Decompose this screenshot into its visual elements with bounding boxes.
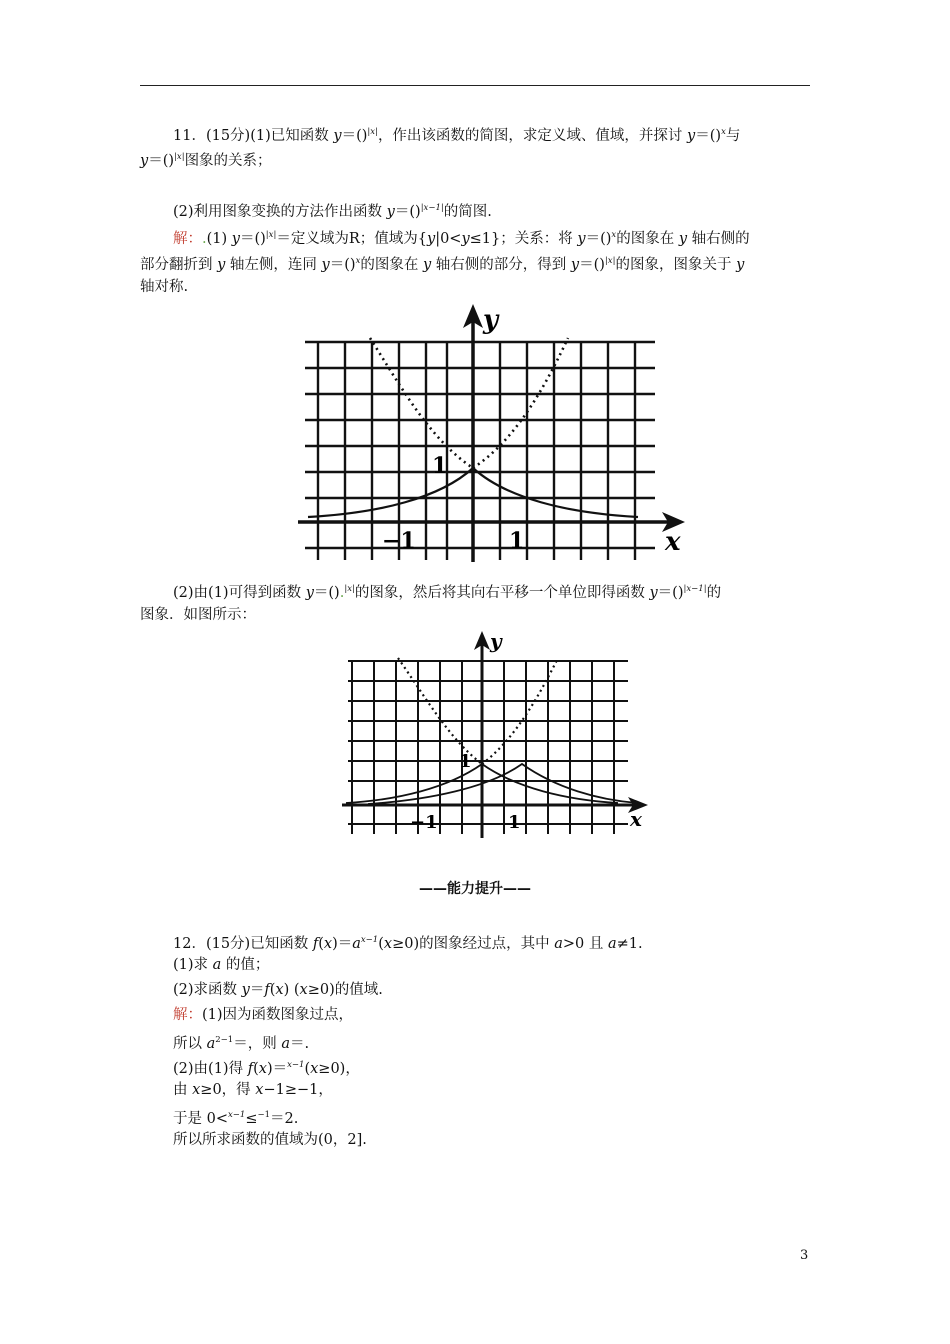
axes xyxy=(342,631,648,838)
text: 的图象在 xyxy=(360,257,423,273)
marker: . xyxy=(202,231,207,247)
text: 所以所求函数的值域为(0，2]. xyxy=(173,1132,367,1148)
var: y xyxy=(570,257,580,273)
text: 图象．如图所示： xyxy=(140,607,256,623)
sol12-line-4 xyxy=(140,1079,845,1101)
var: a xyxy=(352,936,361,952)
var: x xyxy=(383,936,393,952)
exponent: |x−1| xyxy=(420,203,444,213)
exponent: |x| xyxy=(265,230,277,240)
text: ＝. xyxy=(289,1036,310,1052)
text: (2)求函数 xyxy=(173,982,242,998)
var: f xyxy=(247,1061,254,1077)
var: y xyxy=(321,257,330,273)
var: f xyxy=(264,982,270,998)
text: ＝() xyxy=(657,585,684,601)
q12-part-2 xyxy=(140,979,845,1001)
axis-y-label: y xyxy=(490,629,502,653)
q11-part-2 xyxy=(140,197,845,223)
text: 由 xyxy=(173,1082,193,1098)
tick-y-one: 1 xyxy=(432,453,448,479)
var: y xyxy=(241,982,250,998)
var: y xyxy=(231,231,240,247)
q11-line-1 xyxy=(140,121,845,147)
text: (2)利用图象变换的方法作出函数 xyxy=(173,204,387,220)
tick-y-one: 1 xyxy=(459,751,472,772)
sol11-line-1 xyxy=(140,224,845,250)
var: y xyxy=(736,257,745,273)
axis-x-label: x xyxy=(630,807,642,831)
var: y xyxy=(140,153,149,169)
tick-pos-one: 1 xyxy=(509,528,525,554)
text: ，作出该函数的简图，求定义域、值域，并探讨 xyxy=(377,128,688,144)
text: )＝ xyxy=(332,936,353,952)
var: x xyxy=(310,1061,319,1077)
figure-2 xyxy=(338,628,658,840)
text: ＝，则 xyxy=(233,1036,282,1052)
var: y xyxy=(426,231,436,247)
var: x xyxy=(258,1061,267,1077)
text: ) ( xyxy=(283,982,300,998)
text: (1)求 xyxy=(173,957,213,973)
axis-y-label: y xyxy=(483,305,499,335)
q11-line-2 xyxy=(140,146,812,172)
text: ≠1. xyxy=(616,936,643,952)
text: )＝ xyxy=(266,1061,288,1077)
text: (2)由(1)得 xyxy=(173,1061,248,1077)
text: ＝2. xyxy=(270,1111,299,1127)
text: ≥0)的图象经过点，其中 xyxy=(392,936,555,952)
var: y xyxy=(217,257,226,273)
text: 的 xyxy=(706,585,722,601)
exponent: x xyxy=(721,127,726,137)
text: |0< xyxy=(435,231,462,247)
text: ≥0，得 xyxy=(200,1082,256,1098)
text: ＝() xyxy=(239,231,266,247)
var: y xyxy=(305,585,314,601)
text: ≥0)， xyxy=(318,1061,360,1077)
var: x xyxy=(192,1082,201,1098)
text: ( xyxy=(378,936,384,952)
text: 的图象，然后将其向右平移一个单位即得函数 xyxy=(354,585,650,601)
exponent: x−1 xyxy=(227,1110,246,1120)
solution-label: 解： xyxy=(173,1007,202,1023)
dotted-curve-left xyxy=(370,338,473,468)
var: y xyxy=(678,231,688,247)
text: ＝() xyxy=(695,128,722,144)
var: y xyxy=(422,257,432,273)
exponent: |x| xyxy=(174,152,185,162)
text: 轴对称. xyxy=(140,279,189,295)
text: ≤ xyxy=(245,1111,258,1127)
text: >0 且 xyxy=(562,936,608,952)
text: ＝() xyxy=(585,231,612,247)
exponent: |x| xyxy=(604,256,616,266)
text: ≤1}；关系：将 xyxy=(469,231,578,247)
var: y xyxy=(577,231,586,247)
header-rule xyxy=(140,85,810,86)
solution-label: 解： xyxy=(173,231,202,247)
exponent: |x| xyxy=(344,584,355,594)
sol12-line-1 xyxy=(140,1004,845,1026)
var: a xyxy=(212,957,222,973)
tick-neg-one: −1 xyxy=(382,528,416,554)
text: ＝() xyxy=(394,204,421,220)
exponent: |x−1| xyxy=(683,584,707,594)
text: 轴右侧的 xyxy=(687,231,750,247)
text: (1)因为函数图象过点， xyxy=(202,1007,354,1023)
text: 的简图. xyxy=(443,204,492,220)
section-title: ——能力提升—— xyxy=(419,881,531,897)
text: ＝() xyxy=(148,153,175,169)
tick-neg-one: −1 xyxy=(410,812,438,833)
text: ＝() xyxy=(329,257,356,273)
sol11-line-2 xyxy=(140,250,812,276)
exponent: x xyxy=(611,230,617,240)
sol11-part2-line-2 xyxy=(140,604,812,626)
exponent: x−1 xyxy=(360,935,379,945)
text: ( xyxy=(253,1061,259,1077)
text: ＝() xyxy=(341,128,368,144)
text: ≥0)的值域. xyxy=(307,982,383,998)
dotted-curve-right xyxy=(482,658,558,764)
text: ＝() xyxy=(313,585,340,601)
var: x xyxy=(323,936,333,952)
q12-line-1 xyxy=(140,929,845,955)
grid xyxy=(348,661,628,834)
var: x xyxy=(299,982,308,998)
var: x xyxy=(275,982,284,998)
text: 与 xyxy=(725,128,741,144)
var: y xyxy=(461,231,470,247)
text: ( xyxy=(269,982,276,998)
text: ( xyxy=(318,936,324,952)
var: f xyxy=(312,936,319,952)
var: a xyxy=(554,936,563,952)
text: −1≥−1， xyxy=(263,1082,333,1098)
text: (1) xyxy=(206,231,232,247)
text: 的值； xyxy=(221,957,270,973)
text: 的图象，图象关于 xyxy=(615,257,737,273)
text: 部分翻折到 xyxy=(140,257,218,273)
figure-1 xyxy=(290,300,690,562)
text: 12．(15分)已知函数 xyxy=(173,936,313,952)
exponent: |x| xyxy=(367,127,378,137)
sol12-line-2 xyxy=(140,1029,845,1055)
sol12-line-6 xyxy=(140,1129,845,1151)
var: a xyxy=(281,1036,290,1052)
var: x xyxy=(255,1082,264,1098)
text: ＝ xyxy=(249,982,265,998)
sol12-line-5 xyxy=(140,1104,845,1130)
text: 于是 0< xyxy=(173,1111,228,1127)
text: 的图象在 xyxy=(616,231,679,247)
exponent: x−1 xyxy=(287,1060,305,1070)
axis-x-label: x xyxy=(665,527,681,557)
var: y xyxy=(649,585,658,601)
marker: . xyxy=(339,585,345,601)
text: ( xyxy=(304,1061,311,1077)
text: ＝() xyxy=(579,257,605,273)
var: a xyxy=(206,1036,216,1052)
sol12-line-3 xyxy=(140,1054,845,1080)
var: y xyxy=(333,128,342,144)
text: 轴右侧的部分，得到 xyxy=(431,257,571,273)
var: a xyxy=(607,936,617,952)
q12-part-1 xyxy=(140,954,845,976)
text: 轴左侧，连同 xyxy=(225,257,322,273)
text: 所以 xyxy=(173,1036,207,1052)
text: ＝定义域为R；值域为{ xyxy=(276,231,427,247)
text: 11．(15分)(1)已知函数 xyxy=(173,128,334,144)
var: y xyxy=(386,204,395,220)
tick-pos-one: 1 xyxy=(508,812,521,833)
text: 图象的关系； xyxy=(184,153,272,169)
exponent: x xyxy=(355,256,361,266)
var: y xyxy=(687,128,696,144)
exponent: −1 xyxy=(257,1110,270,1120)
grid xyxy=(305,342,655,560)
text: (2)由(1)可得到函数 xyxy=(173,585,306,601)
sol11-line-3 xyxy=(140,276,812,298)
page-number: 3 xyxy=(800,1248,809,1263)
exponent: 2−1 xyxy=(215,1035,234,1045)
sol11-part2-line-1 xyxy=(140,578,845,604)
